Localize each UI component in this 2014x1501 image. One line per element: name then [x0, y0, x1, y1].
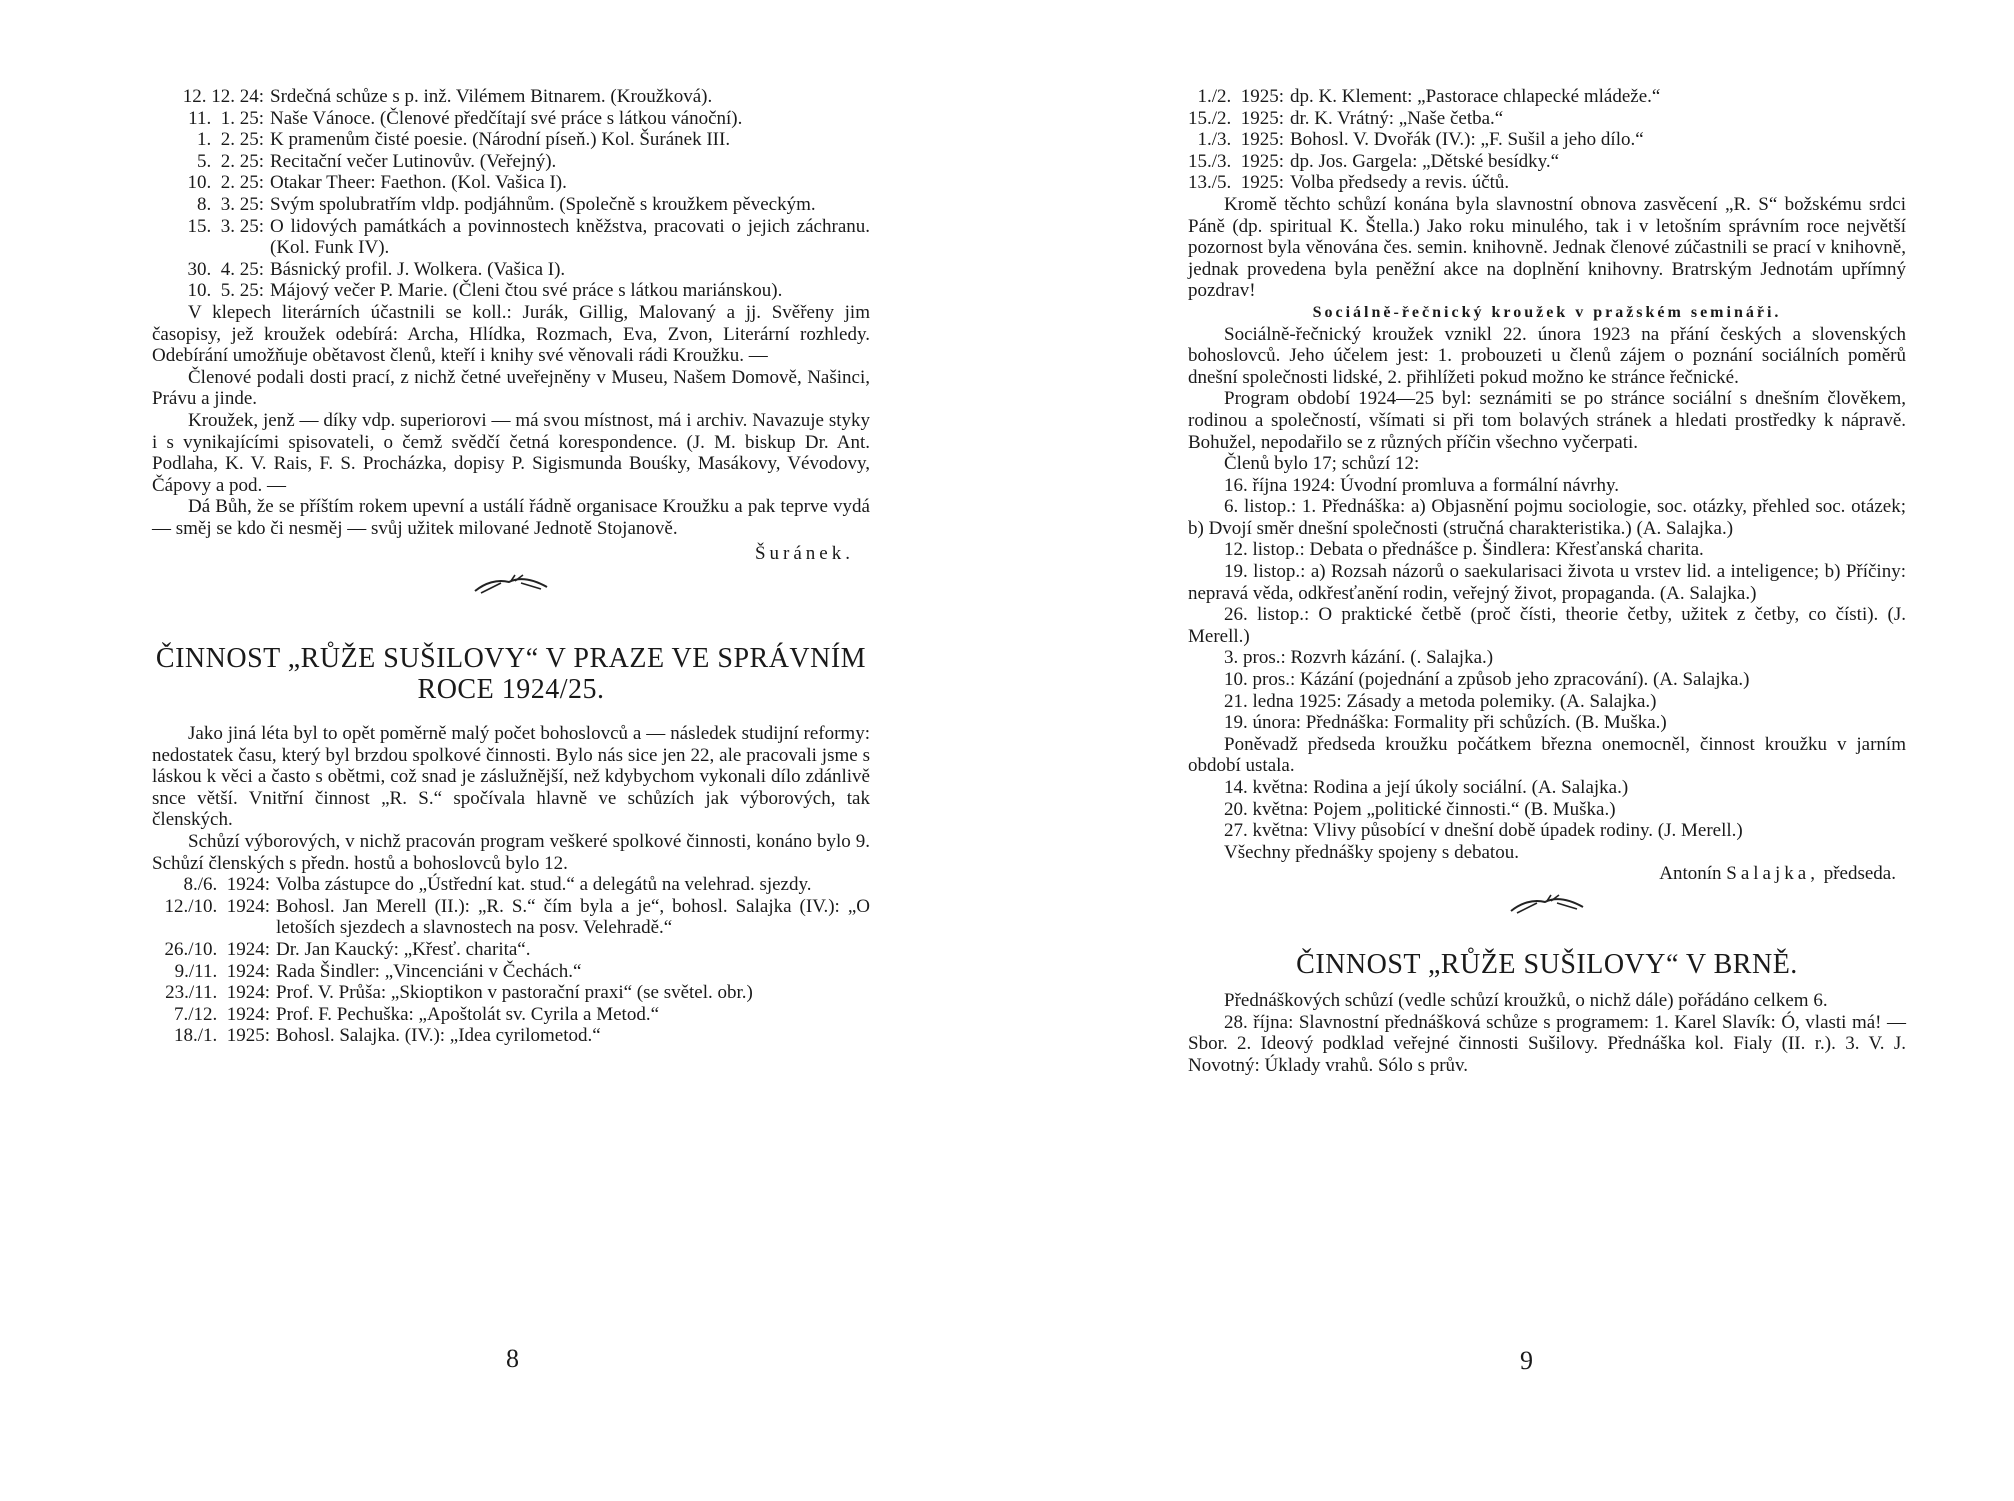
lecture-text: Rada Šindler: „Vincenciáni v Čechách.“ — [276, 960, 582, 982]
literary-meetings-list — [152, 86, 870, 302]
paragraph: Přednáškových schůzí (vedle schůzí kroužků, o nichž dále) pořádáno celkem 6. — [1224, 989, 1828, 1011]
list-item — [152, 259, 870, 281]
lecture-date: 13./5. 1925: — [1188, 172, 1285, 194]
list-item — [152, 172, 870, 194]
meeting-text: Májový večer P. Marie. (Členi čtou své práce s látkou mariánskou). — [270, 280, 783, 302]
list-item — [152, 129, 870, 151]
signature: Šuránek. — [754, 543, 854, 565]
list-item — [152, 1004, 870, 1026]
paragraph: Členů bylo 17; schůzí 12: — [1224, 453, 1420, 475]
meeting-date: 5. 2. 25: — [196, 150, 264, 172]
list-item — [1188, 151, 1906, 173]
club-session: 6. listop.: 1. Přednáška: a) Objasnění pojmu sociologie, soc. otázky, přehled soc. otázek; b) Dvojí směr dnešní společnosti (stručná charakteristika.) (A. Salajka.) — [1188, 496, 1906, 539]
lecture-date: 18./1. 1925: — [173, 1025, 270, 1047]
paragraph: Dá Bůh, že se příštím rokem upevní a ustálí řádně organisace Kroužku a pak teprve vydá — směj se kdo či nesměj — svůj užitek milované Jednotě Stojanově. — [152, 496, 870, 539]
meeting-date: 11. 1. 25: — [188, 107, 264, 129]
left-page — [152, 86, 870, 1047]
club-session: 20. května: Pojem „politické činnosti.“ (B. Muška.) — [1224, 798, 1616, 820]
list-item — [152, 216, 870, 259]
lecture-text: Prof. V. Průša: „Skioptikon v pastorační praxi“ (se světel. obr.) — [276, 982, 753, 1004]
lecture-text: Prof. F. Pechuška: „Apoštolát sv. Cyrila a Metod.“ — [276, 1003, 659, 1025]
list-item — [1188, 129, 1906, 151]
ornament-divider-icon — [152, 571, 870, 605]
paragraph: Poněvadž předseda kroužku počátkem března onemocněl, činnost kroužku v jarním období ustala. — [1188, 733, 1906, 777]
club-session: 16. října 1924: Úvodní promluva a formální návrhy. — [1224, 474, 1620, 496]
list-item — [152, 86, 870, 108]
club-session: 14. května: Rodina a její úkoly sociální. (A. Salajka.) — [1224, 777, 1629, 798]
chair-name: Antonín — [1659, 863, 1722, 885]
meeting-date: 1. 2. 25: — [196, 129, 264, 151]
lecture-date: 26./10. 1924: — [164, 939, 270, 960]
paragraph: Všechny přednášky spojeny s debatou. — [1224, 841, 1519, 863]
sub-heading: Sociálně-řečnický kroužek v pražském semináři. — [1312, 303, 1782, 321]
lecture-text: Volba předsedy a revis. účtů. — [1290, 172, 1510, 194]
paragraph: Členové podali dosti prací, z nichž četné uveřejněny v Museu, Našem Domově, Našinci, Právu a jinde. — [152, 366, 870, 410]
club-session: 19. listop.: a) Rozsah názorů o saekularisaci života u vrstev lid. a inteligence; b) Příčiny: nepravá věda, odkřesťanění rodin, veřejný život, propaganda. (A. Salajka.) — [1188, 561, 1906, 604]
lecture-date: 15./2. 1925: — [1188, 107, 1285, 129]
lecture-text: dr. K. Vrátný: „Naše četba.“ — [1290, 107, 1504, 129]
chair-surname: Salajka, — [1726, 863, 1819, 885]
lecture-text: Bohosl. V. Dvořák (IV.): „F. Sušil a jeho dílo.“ — [1290, 129, 1644, 151]
meeting-text: Srdečná schůze s p. inž. Vilémem Bitnarem. (Kroužková). — [270, 86, 713, 107]
page-number: 9 — [1520, 1346, 1533, 1375]
meeting-text: Básnický profil. J. Wolkera. (Vašica I). — [270, 258, 566, 280]
meeting-text: Naše Vánoce. (Členové předčítají své práce s látkou vánoční). — [270, 107, 743, 129]
lecture-text: Bohosl. Salajka. (IV.): „Idea cyrilometod.“ — [276, 1025, 601, 1047]
lectures-list-continued — [1188, 86, 1906, 194]
paragraph: Kroužek, jenž — díky vdp. superiorovi — má svou místnost, má i archiv. Navazuje styky i s vynikajícími spisovateli, o čemž svědčí četná korespondence. (J. M. biskup Dr. Ant. Podlaha, K. V. Rais, F. S. Procházka, dopisy P. Sigismunda Bouśky, Masákovy, Vévodovy, Čápovy a pod. — — [152, 409, 870, 496]
club-session: 10. pros.: Kázání (pojednání a způsob jeho zpracování). (A. Salajka.) — [1224, 669, 1750, 691]
club-session: 21. ledna 1925: Zásady a metoda polemiky. (A. Salajka.) — [1224, 690, 1657, 712]
list-item — [152, 939, 870, 961]
paragraph: Jako jiná léta byl to opět poměrně malý počet bohoslovců a — následek studijní reformy: nedostatek času, který byl brzdou spolkové činnosti. Bylo nás sice jen 22, ale pracovali jsme s láskou k věci a často s obětmi, což snad je záslužnější, než kdybychom vykonali dílo zdánlivě snce větší. Vnitřní činnost „R. S.“ spočívala hlavně ve schůzích jak výborových, tak členských. — [152, 723, 870, 831]
list-item — [1188, 108, 1906, 130]
page-number: 8 — [506, 1344, 519, 1373]
meeting-date: 10. 2. 25: — [187, 172, 264, 194]
club-session: 12. listop.: Debata o přednášce p. Šindlera: Křesťanská charita. — [1224, 539, 1704, 561]
lecture-text: Dr. Jan Kaucký: „Křesť. charita“. — [276, 939, 531, 960]
lecture-text: dp. Jos. Gargela: „Dětské besídky.“ — [1290, 150, 1560, 172]
list-item — [152, 961, 870, 983]
paragraph: V klepech literárních účastnili se koll.: Jurák, Gillig, Malovaný a jj. Svěřeny jim časopisy, jež kroužek odebírá: Archa, Hlídka, Rozmach, Eva, Zvon, Literární rozhledy. Odebírání umožňuje obětavost členů, kteří i knihy své věnovali rádi Kroužku. — — [152, 301, 870, 367]
lectures-list — [152, 874, 870, 1047]
meeting-text: Svým spolubratřím vldp. podjáhnům. (Společně s kroužkem pěveckým. — [270, 193, 816, 215]
meeting-text: Recitační večer Lutinovův. (Veřejný). — [270, 150, 557, 172]
lecture-text: Bohosl. Jan Merell (II.): „R. S.“ čím byla a je“, bohosl. Salajka (IV.): „O letoších sjezdech a slavnostech na posv. Velehradě.“ — [276, 895, 870, 939]
lecture-date: 1./3. 1925: — [1197, 129, 1284, 151]
section-heading: ČINNOST „RŮŽE SUŠILOVY“ V BRNĚ. — [1296, 948, 1798, 980]
meeting-date: 30. 4. 25: — [187, 258, 264, 280]
meeting-text: O lidových památkách a povinnostech kněžstva, pracovati o jejich záchranu. (Kol. Funk IV). — [270, 215, 870, 259]
club-session: 26. listop.: O praktické četbě (proč čísti, theorie četby, užitek z četby, co čísti). (J. Merell.) — [1188, 604, 1906, 647]
ornament-divider-icon — [1188, 891, 1906, 925]
list-item — [152, 108, 870, 130]
paragraph: Schůzí výborových, v nichž pracován program veškeré spolkové činnosti, konáno bylo 9. Schůzí členských s předn. hostů a bohoslovců bylo 12. — [152, 831, 870, 874]
meeting-date: 8. 3. 25: — [196, 193, 264, 215]
meeting-date: 12. 12. 24: — [182, 86, 264, 107]
lecture-date: 8./6. 1924: — [183, 874, 270, 896]
club-session: 27. května: Vlivy působící v dnešní době úpadek rodiny. (J. Merell.) — [1224, 820, 1743, 842]
list-item — [152, 982, 870, 1004]
lecture-text: Volba zástupce do „Ústřední kat. stud.“ a delegátů na velehrad. sjezdy. — [276, 874, 812, 896]
right-page — [1188, 86, 1906, 1076]
paragraph: 28. října: Slavnostní přednášková schůze s programem: 1. Karel Slavík: Ó, vlasti má! — Sbor. 2. Ideový podklad veřejné činnosti Sušilovy. Přednáška kol. Fialy (II. r.). 3. V. J. Novotný: Úklady vrahů. Sólo s prův. — [1188, 1011, 1906, 1076]
lecture-date: 7./12. 1924: — [173, 1003, 270, 1025]
meeting-text: Otakar Theer: Faethon. (Kol. Vašica I). — [270, 172, 567, 194]
meeting-date: 10. 5. 25: — [187, 280, 264, 302]
lecture-date: 15./3. 1925: — [1188, 150, 1285, 172]
paragraph: Kromě těchto schůzí konána byla slavnostní obnova zasvěcení „R. S“ božskému srdci Páně (dp. spiritual K. Štella.) Jako roku minulého, tak i v letošním správním roce největší pozornost byla věnována čes. semin. knihovně. Jednak členové zúčastnili se prací v knihovně, jednak provedena byla peněžní akce na doplnění knihovny. Bratrským Jednotám upřímný pozdrav! — [1188, 193, 1906, 302]
lecture-date: 23./11. 1924: — [165, 982, 270, 1004]
meeting-text: K pramenům čisté poesie. (Národní píseň.) Kol. Šuránek III. — [270, 129, 731, 151]
lecture-text: dp. K. Klement: „Pastorace chlapecké mládeže.“ — [1290, 86, 1661, 107]
list-item — [152, 1025, 870, 1047]
paragraph: Program období 1924—25 byl: seznámiti se po stránce sociální s dnešním člověkem, rodinou a společností, všímati si při tom bolavých stránek a hledati prostředky k nápravě. Bohužel, nepodařilo se z různých příčin všechno vyčerpati. — [1188, 388, 1906, 453]
paragraph: Sociálně-řečnický kroužek vznikl 22. února 1923 na přání českých a slovenských bohoslovců. Jeho účelem jest: 1. probouzeti u členů zájem o poznání sociálních poměrů dnešní společnosti lidské, 2. přihlížeti pokud možno ke stránce řečnické. — [1188, 323, 1906, 388]
lecture-date: 9./11. 1924: — [174, 960, 270, 982]
club-session: 19. února: Přednáška: Formality při schůzích. (B. Muška.) — [1224, 712, 1667, 734]
list-item — [152, 874, 870, 896]
lecture-date: 12./10. 1924: — [164, 895, 270, 917]
list-item — [1188, 86, 1906, 108]
chair-role: předseda. — [1823, 863, 1896, 885]
list-item — [1188, 172, 1906, 194]
club-session: 3. pros.: Rozvrh kázání. (. Salajka.) — [1224, 647, 1494, 669]
list-item — [152, 194, 870, 216]
list-item — [152, 280, 870, 302]
section-heading: ČINNOST „RŮŽE SUŠILOVY“ V PRAZE VE SPRÁVNÍM ROCE 1924/25. — [155, 643, 867, 706]
lecture-date: 1./2. 1925: — [1197, 86, 1284, 107]
list-item — [152, 896, 870, 939]
chair-signature — [1188, 863, 1906, 885]
list-item — [152, 151, 870, 173]
meeting-date: 15. 3. 25: — [187, 215, 264, 237]
